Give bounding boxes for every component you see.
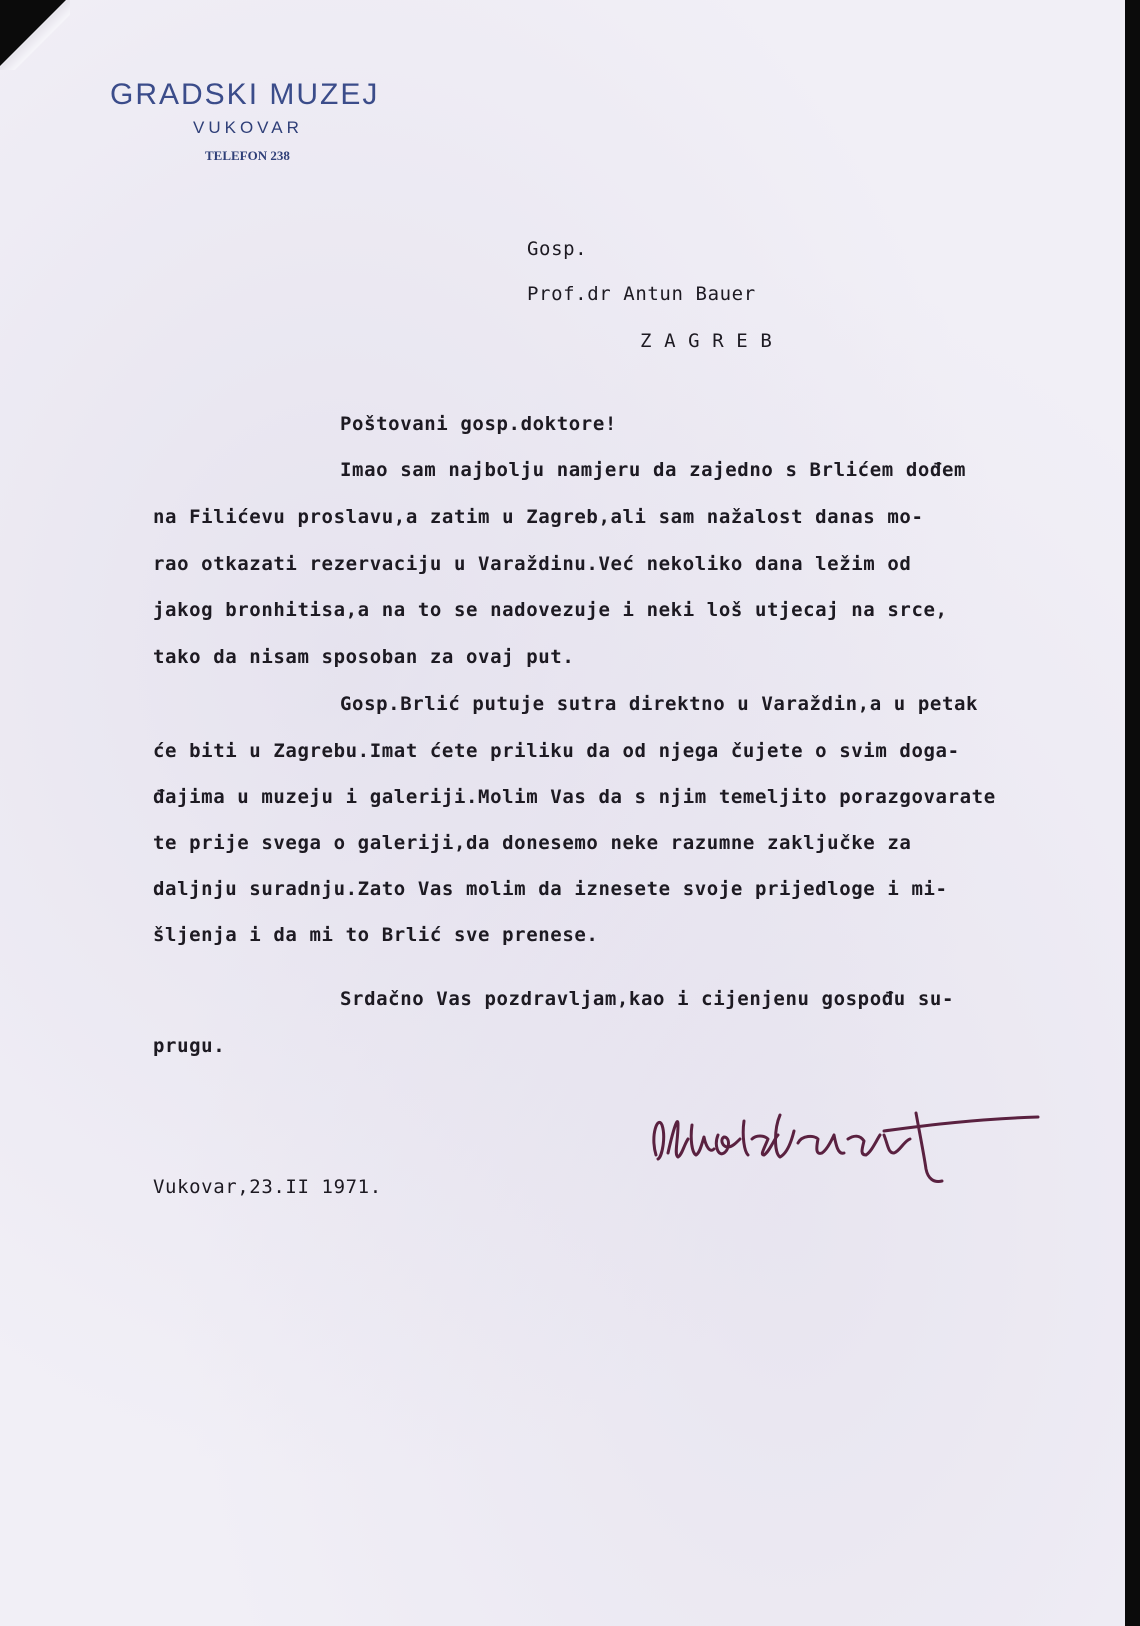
- letterhead-institution: GRADSKI MUZEJ: [110, 78, 380, 111]
- paragraph1-line: jakog bronhitisa,a na to se nadovezuje i neki loš utjecaj na srce,: [153, 599, 948, 621]
- folded-corner-flap: [0, 0, 70, 70]
- paragraph1-line: na Filićevu proslavu,a zatim u Zagreb,ali sam nažalost danas mo-: [153, 506, 924, 528]
- paragraph2-line: će biti u Zagrebu.Imat ćete priliku da od njega čujete o svim doga-: [153, 740, 960, 762]
- recipient-title: Gosp.: [527, 238, 588, 260]
- paragraph2-line: te prije svega o galeriji,da donesemo neke razumne zaključke za: [153, 832, 912, 854]
- paragraph3-line: prugu.: [153, 1035, 226, 1057]
- paragraph2-line: đajima u muzeju i galeriji.Molim Vas da s njim temeljito porazgovarate: [153, 786, 996, 808]
- place-date: Vukovar,23.II 1971.: [153, 1176, 382, 1198]
- paragraph2-line: šljenja i da mi to Brlić sve prenese.: [153, 924, 599, 946]
- greeting: Poštovani gosp.doktore!: [340, 413, 617, 435]
- paragraph1-line: tako da nisam sposoban za ovaj put.: [153, 646, 575, 668]
- paragraph1-line: Imao sam najbolju namjeru da zajedno s Brlićem dođem: [340, 459, 967, 481]
- letterhead-phone: TELEFON 238: [205, 148, 290, 163]
- paragraph2-line: daljnju suradnju.Zato Vas molim da iznesete svoje prijedloge i mi-: [153, 878, 948, 900]
- letterhead-city: VUKOVAR: [193, 118, 303, 137]
- recipient-city: Z A G R E B: [640, 330, 773, 352]
- signature-icon: [648, 1095, 1048, 1195]
- paragraph2-line: Gosp.Brlić putuje sutra direktno u Varaždin,a u petak: [340, 693, 979, 715]
- recipient-name: Prof.dr Antun Bauer: [527, 283, 756, 305]
- paragraph3-line: Srdačno Vas pozdravljam,kao i cijenjenu gospođu su-: [340, 988, 954, 1010]
- paragraph1-line: rao otkazati rezervaciju u Varaždinu.Već nekoliko dana ležim od: [153, 553, 912, 575]
